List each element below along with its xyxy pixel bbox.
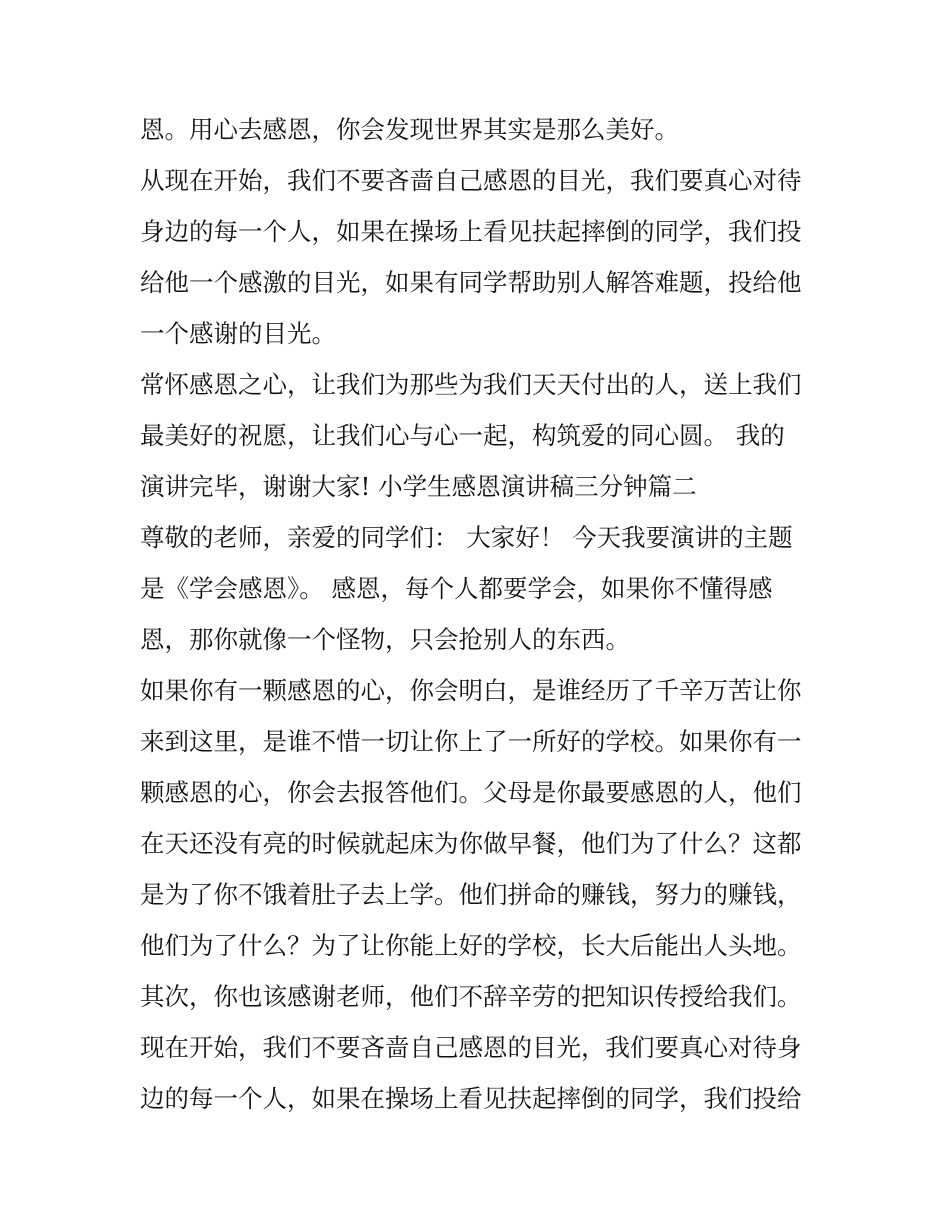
body-text [140,104,820,1124]
text-line-1: 恩。用心去感恩，你会发现世界其实是那么美好。 [140,115,679,144]
text-line-8: 演讲完毕，谢谢大家! 小学生感恩演讲稿三分钟篇二 [140,472,697,501]
text-line-7: 最美好的祝愿，让我们心与心一起，构筑爱的同心圆。 我的 [140,421,785,450]
text-line-17: 他们为了什么？为了让你能上好的学校，长大后能出人头地。 [140,931,802,960]
text-line-18: 其次，你也该感谢老师，他们不辞辛劳的把知识传授给我们。 [140,982,802,1011]
text-line-3: 身边的每一个人，如果在操场上看见扶起摔倒的同学，我们投 [140,217,802,246]
text-line-4: 给他一个感激的目光，如果有同学帮助别人解答难题，投给他 [140,268,802,297]
text-line-16: 是为了你不饿着肚子去上学。他们拼命的赚钱，努力的赚钱， [140,880,802,909]
text-line-14: 颗感恩的心，你会去报答他们。父母是你最要感恩的人，他们 [140,778,802,807]
text-line-2: 从现在开始，我们不要吝啬自己感恩的目光，我们要真心对待 [140,166,802,195]
text-line-20: 边的每一个人，如果在操场上看见扶起摔倒的同学，我们投给 [140,1084,802,1113]
text-line-12: 如果你有一颗感恩的心，你会明白，是谁经历了千辛万苦让你 [140,676,802,705]
text-line-11: 恩，那你就像一个怪物，只会抢别人的东西。 [140,625,630,654]
text-line-6: 常怀感恩之心，让我们为那些为我们天天付出的人，送上我们 [140,370,802,399]
text-line-13: 来到这里，是谁不惜一切让你上了一所好的学校。如果你有一 [140,727,802,756]
text-line-5: 一个感谢的目光。 [140,319,336,348]
text-line-19: 现在开始，我们不要吝啬自己感恩的目光，我们要真心对待身 [140,1033,802,1062]
text-line-9: 尊敬的老师，亲爱的同学们： 大家好！ 今天我要演讲的主题 [140,523,793,552]
text-line-10: 是《学会感恩》。 感恩，每个人都要学会，如果你不懂得感 [140,574,773,603]
text-line-15: 在天还没有亮的时候就起床为你做早餐，他们为了什么？这都 [140,829,802,858]
